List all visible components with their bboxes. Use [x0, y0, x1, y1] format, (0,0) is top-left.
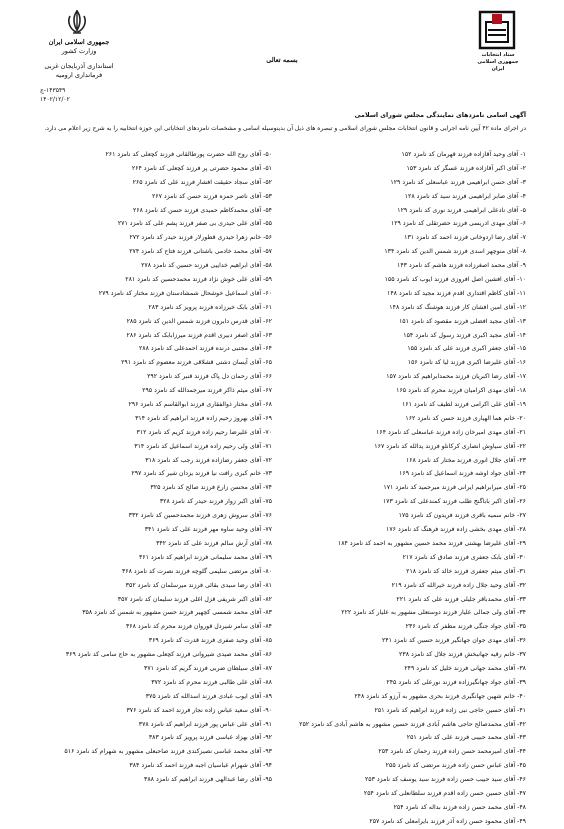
candidate-row: ۶۴- آقای مجتبی درنده فرزند احمدعلی کد نامزد ۲۸۸	[138, 345, 272, 353]
candidate-row: ۶۳- آقای اصغر دبیری اقدم فرزند میرزابابک کد نامزد ۲۸۶	[126, 331, 272, 339]
candidate-row: ۵۸- آقای ابراهیم خداییی فرزند حسین کد نامزد ۲۷۸	[141, 262, 272, 270]
candidate-row: ۲۸- آقای مهدی بخشی زاده فرزند فرهنگ کد نامزد ۱۷۶	[386, 526, 526, 534]
candidate-row: ۸۵- آقای وحید صفری فرزند قدرت کد نامزد ۳۶۹	[148, 637, 272, 645]
candidate-row: ۹۲- آقای بهزاد عباسی فرزند پرویز کد نامزد ۳۸۳	[148, 734, 272, 742]
candidate-row: ۲- آقای اکبر آقازاده فرزند عسگر کد نامزد ۱۵۳	[406, 164, 526, 172]
candidate-row: ۱۲- آقای امین افشان کار فرزند هوشنگ کد نامزد ۱۴۸	[389, 303, 526, 311]
candidate-row: ۴۸- آقای محمد حسن زاده فرزند بداله کد نامزد ۲۵۴	[393, 803, 526, 811]
candidate-row: ۷۰- آقای علیرضا رحیم زاده فرزند کریم کد نامزد ۳۱۲	[136, 428, 272, 436]
candidate-row: ۱۸- آقای مهدی اکرامیان فرزند محرم کد نامزد ۱۶۵	[396, 387, 526, 395]
candidate-row: ۹۵- آقای رضا عبدالهی فرزند ابراهیم کد نامزد ۳۸۸	[144, 776, 272, 784]
candidate-row: ۳۹- آقای جواد جهانگیرزاده فرزند نورعلی کد نامزد ۲۴۵	[386, 678, 526, 686]
candidate-row: ۱۳- آقای مجید افضلی فرزند مقصود کد نامزد ۱۵۱	[398, 317, 526, 325]
candidate-row: ۸۸- آقای علی طالبی فرزند محرم کد نامزد ۳۷۲	[151, 678, 272, 686]
candidate-row: ۳۴- آقای ولی جمالی علیار فرزند دوستعلی مشهور به علیار کد نامزد ۲۲۲	[341, 609, 526, 617]
candidate-row: ۶- آقای مهدی ادریسی فرزند حضرتقلی کد نامزد ۱۲۹	[390, 220, 526, 228]
candidate-row: ۱۱- آقای کاظم اقتداری اقدم فرزند مجید کد نامزد ۱۴۸	[387, 289, 526, 297]
candidate-row: ۹- آقای محمد اصغرزاده فرزند هاشم کد نامزد ۱۴۳	[397, 262, 526, 270]
iran-emblem-icon	[64, 8, 90, 36]
candidate-row: ۵۳- آقای ناصر حمزه فرزند حسن کد نامزد ۲۶۷	[151, 192, 272, 200]
candidate-row: ۸۶- آقای محمد صیدی شیروانی فرزند کچعلی مشهور به حاج سامی کد نامزد ۳۶۹	[65, 651, 272, 659]
candidate-row: ۳۰- آقای بابک جعفری فرزند صادق کد نامزد ۲۱۷	[402, 553, 526, 561]
candidate-row: ۹۳- آقای محمد عباسی نصیرکندی فرزند صاحبعلی مشهور به شهرام کد نامزد ۵۱۶	[64, 748, 272, 756]
candidate-list-right	[286, 148, 526, 829]
candidate-row: ۵۰- آقای روح الله حضرت پورطالقانی فرزند کچعلی کد نامزد ۲۶۱	[105, 151, 272, 158]
candidate-row: ۹۰- آقای سعید عباس زاده نجار فرزند احمد کد نامزد ۳۷۶	[126, 706, 272, 714]
candidate-row: ۲۹- آقای علیرضا بهشتی فرزند محمد حسین مشهور به احمد کد نامزد ۱۸۴	[337, 539, 526, 547]
candidate-row: ۳۲- آقای وحید جلال زاده فرزند خیرالله کد نامزد ۲۱۹	[391, 581, 526, 589]
candidate-row: ۶۰- آقای اسماعیل خوشحال شمشادستان فرزند مختار کد نامزد ۲۷۹	[98, 289, 272, 297]
candidate-row: ۸۴- آقای سامر شیردل قوروان فرزند محرم کد نامزد ۳۶۸	[125, 623, 272, 631]
candidate-row: ۶۲- آقای قدرس دابرون فرزند شمس الدین کد نامزد ۲۸۵	[126, 317, 272, 325]
candidate-row: ۸- آقای منوچهر اسدی فرزند شمس الدین کد نامزد ۱۳۴	[384, 248, 526, 256]
candidate-row: ۴۲- آقای محمدصالح حاجی هاشم آبادی فرزند حسین مشهور به هاشم آبادی کد نامزد ۲۵۲	[299, 720, 526, 728]
candidate-row: ۲۰- خانم هما الهیاری فرزند حسن کد نامزد ۱۶۲	[405, 414, 526, 422]
reference-number: ۱۴۳۵۴۹-ج	[40, 87, 66, 94]
candidate-row: ۱۷- آقای رضا اکبریان فرزند محمدابراهیم کد نامزد ۱۵۷	[386, 373, 526, 381]
candidate-row: ۳۸- آقای محمد جهانی فرزند خلیل کد نامزد ۲۴۹	[404, 664, 526, 672]
candidate-row: ۴۹- آقای محمود حسن زاده آذر فرزند بایرامعلی کد نامزد ۲۵۷	[369, 817, 526, 825]
reference-block	[40, 86, 120, 104]
candidate-row: ۵- آقای نادعلی ابراهیمی فرزند نوری کد نامزد ۱۲۹	[397, 206, 526, 214]
candidate-row: ۶۱- آقای بابک خیرزاده فرزند پرویز کد نامزد ۲۸۳	[148, 303, 272, 311]
reference-date: ۱۴۰۲/۱۲/۰۲	[40, 96, 70, 103]
candidate-row: ۴۴- آقای امیرمحمد حسن زاده فرزند رحمان کد نامزد ۲۵۳	[378, 748, 526, 756]
candidate-row: ۷۸- آقای آرش سالم فرزند علی کد نامزد ۳۴۲	[156, 539, 272, 547]
basmala-heading: بسمه تعالی	[266, 56, 298, 64]
candidate-row: ۸۰- آقای مرتضی سلیمی گلوچه فرزند نصرت کد نامزد ۳۶۸	[121, 567, 272, 575]
candidate-row: ۲۵- آقای میرابراهیم ایرانی فرزند میرحمید کد نامزد ۱۷۱	[383, 484, 526, 492]
country-line: جمهوری اسلامی ایران	[48, 38, 110, 46]
candidate-row: ۲۴- آقای جواد اوشه فرزند اسماعیل کد نامزد ۱۶۹	[399, 470, 526, 478]
candidate-row: ۸۱- آقای رضا سیدی بقائی فرزند میرسلمان کد نامزد ۳۵۲	[125, 581, 272, 589]
candidate-row: ۲۶- آقای اکبر باباگنج طلب فرزند کمندعلی کد نامزد ۱۷۳	[382, 498, 526, 506]
candidate-row: ۲۷- خانم سمیه باقری فرزند فریدون کد نامزد ۱۷۵	[398, 512, 526, 520]
candidate-row: ۴- آقای صابر ابراهیمی فرزند سید کد نامزد ۱۲۸	[404, 192, 526, 200]
candidate-row: ۷۲- آقای جعفر رضازاده فرزند رجب کد نامزد ۳۱۸	[145, 456, 272, 464]
candidate-row: ۵۴- آقای محمدکاظم حمیدی فرزند حسن کد نامزد ۲۶۸	[132, 206, 272, 214]
candidate-row: ۲۳- آقای جلال انوری فرزند مختار کد نامزد ۱۶۸	[405, 456, 526, 464]
candidate-row: ۵۶- خانم زهرا حیدری قطورلار فرزند حیدر کد نامزد ۲۷۲	[129, 234, 272, 242]
candidate-row: ۴۱- آقای حسین حاجی نبی زاده فرزند ابراهیم کد نامزد ۲۵۱	[374, 706, 526, 714]
notice-intro: در اجرای ماده ۴۲ آیین نامه اجرایی و قانون انتخابات مجلس شورای اسلامی و تبصره های ذیل آن بدینوسیله اسامی و مشخصات نامزدهای انتخاباتی این حوزه انتخابیه را به شرح زیر اعلام می دارد.	[44, 125, 526, 132]
candidate-row: ۷۳- خانم کبری رافت نیا فرزند یزدان شیر کد نامزد ۲۹۷	[131, 470, 272, 478]
candidate-row: ۷۷- آقای وحید ساوه مهر فرزند علی کد نامزد ۳۴۱	[144, 526, 272, 534]
candidate-row: ۱- آقای وحید آقازاده فرزند قهرمان کد نامزد ۱۵۲	[401, 151, 526, 158]
candidate-row: ۷- آقای رضا اردوخانی فرزند احمد کد نامزد ۱۳۱	[404, 234, 526, 242]
county-office-line: فرمانداری ارومیه	[55, 71, 103, 79]
ministry-line: وزارت کشور	[61, 47, 97, 55]
candidate-row: ۵۷- آقای محمد خادمی باشتانی فرزند فتاح کد نامزد ۲۷۴	[129, 248, 272, 256]
candidate-row: ۱۰- آقای افشین اصل افروزی فرزند ایوب کد نامزد ۱۵۵	[384, 276, 526, 284]
candidate-row: ۷۱- آقای ولی رحیم زاده فرزند اسماعیل کد نامزد ۳۱۴	[134, 442, 272, 450]
candidate-row: ۷۴- آقای محسن زارع فرزند صالح کد نامزد ۳۲۵	[150, 484, 272, 492]
candidate-row: ۳- آقای حسن ابراهیمی فرزند عباسعلی کد نامزد ۱۲۹	[390, 178, 526, 186]
candidate-row: ۵۲- آقای سجاد حقیقت افشار فرزند علی کد نامزد ۲۶۵	[132, 178, 272, 186]
candidate-row: ۷۵- آقای اکبر زوار فرزند حیدر کد نامزد ۳۲۸	[159, 498, 272, 506]
candidate-row: ۶۵- آقای آیسان دشتی قشلاقی فرزند معصوم کد نامزد ۲۹۱	[121, 359, 272, 367]
candidate-list-left	[32, 148, 272, 787]
candidate-row: ۳۶- آقای مهدی جوان جهانگیر فرزند حسین کد نامزد ۲۴۱	[381, 637, 526, 645]
candidate-row: ۶۹- آقای بهروز رحیم زاده فرزند ابراهیم کد نامزد ۳۱۴	[135, 414, 272, 422]
candidate-row: ۷۶- آقای سروش زهری فرزند محمدحسین کد نامزد ۳۳۲	[128, 512, 272, 520]
candidate-row: ۸۳- آقای محمد شمسی کچهیر فرزند حسن مشهور به شمس کد نامزد ۳۵۸	[82, 609, 272, 617]
logo-caption: ستاد انتخابات جمهوری اسلامی ایران	[477, 52, 519, 72]
candidate-row: ۵۵- آقای علی حیدری بی صفر فرزند پشم علی کد نامزد ۲۷۱	[117, 220, 272, 228]
candidate-row: ۲۲- آقای سیاوش انصاری کرکانلو فرزند یدالله کد نامزد ۱۶۷	[374, 442, 526, 450]
candidate-row: ۷۹- آقای محمد سلیمانی فرزند ابراهیم کد نامزد ۳۶۱	[138, 553, 272, 561]
candidate-row: ۶۶- آقای رحمان دل پاک فرزند قنبر کد نامزد ۲۹۲	[147, 373, 272, 381]
province-office-line: استانداری آذربایجان غربی	[44, 62, 114, 70]
candidate-row: ۱۹- آقای علی اکرامی فرزند لطیف کد نامزد ۱۶۱	[401, 401, 526, 409]
candidate-row: ۶۸- آقای مختار ذوالفقاری فرزند ابوالقاسم کد نامزد ۲۹۶	[128, 401, 272, 409]
candidate-row: ۹۴- آقای شهرام عباسیان اجبه فرزند احمد کد نامزد ۳۸۴	[129, 762, 272, 770]
candidate-row: ۲۱- آقای مهدی امیرخان زاده فرزند عباسعلی کد نامزد ۱۶۴	[376, 428, 526, 436]
candidate-row: ۵۹- آقای علی خوش نژاد فرزند محمدحسین کد نامزد ۲۸۱	[125, 276, 272, 284]
candidate-row: ۳۵- آقای جواد جنگی فرزند مظفر کد نامزد ۲۳۶	[405, 623, 526, 631]
candidate-row: ۸۹- آقای ایوب عبادی فرزند اسدالله کد نامزد ۳۷۵	[145, 692, 272, 700]
candidate-row: ۴۶- آقای سید حبیب حسن زاده فرزند سید یوسف کد نامزد ۲۵۳	[364, 776, 526, 784]
candidate-row: ۸۲- آقای اکبر شریفی قزل اغلی فرزند سلیمان کد نامزد ۳۵۷	[117, 595, 272, 603]
candidate-row: ۱۴- آقای مجید اکبری فرزند رسول کد نامزد ۱۵۴	[403, 331, 526, 339]
candidate-row: ۴۰- خانم شهین جهانگیری فرزند بحری مشهور به آرزو کد نامزد ۲۴۸	[354, 692, 526, 700]
election-headquarters-logo-icon	[476, 8, 518, 52]
candidate-row: ۹۱- آقای علی عباس پور فرزند ابراهیم کد نامزد ۳۷۸	[138, 720, 272, 728]
candidate-row: ۱۶- آقای علیرضا اکبری فرزند لیا کد نامزد ۱۵۶	[407, 359, 526, 367]
candidate-row: ۱۵- آقای جعفر اکبری فرزند علی کد نامزد ۱۵۵	[407, 345, 526, 353]
candidate-row: ۴۳- آقای محمد حبیبی فرزند علی کد نامزد ۲۵۱	[406, 734, 526, 742]
candidate-row: ۳۱- آقای میثم جعفری فرزند خالد کد نامزد ۲۱۸	[406, 567, 526, 575]
candidate-row: ۵۱- آقای محمود حضرتی پر فرزند کچعلی کد نامزد ۲۶۴	[131, 164, 272, 172]
candidate-row: ۳۳- آقای محمدباقر جلیلی فرزند علی کد نامزد ۲۲۱	[396, 595, 526, 603]
candidate-row: ۸۷- آقای سیلطان ضربی فرزند گریم کد نامزد ۳۷۱	[144, 664, 272, 672]
notice-title: آگهی اسامی نامزدهای نمایندگی مجلس شورای اسلامی	[354, 112, 526, 119]
candidate-row: ۳۷- خانم رقیه جهانبخش فرزند جلال کد نامزد ۲۳۸	[399, 651, 526, 659]
candidate-row: ۴۵- آقای عباس حسن زاده فرزند مرتضی کد نامزد ۲۵۵	[385, 762, 526, 770]
candidate-row: ۶۷- آقای میثم ذاکر فرزند میرجمدالله کد نامزد ۲۹۵	[142, 387, 272, 395]
candidate-row: ۴۷- آقای حسین حسن زاده اقدم فرزند سلطانعلی کد نامزد ۲۵۴	[363, 789, 526, 797]
